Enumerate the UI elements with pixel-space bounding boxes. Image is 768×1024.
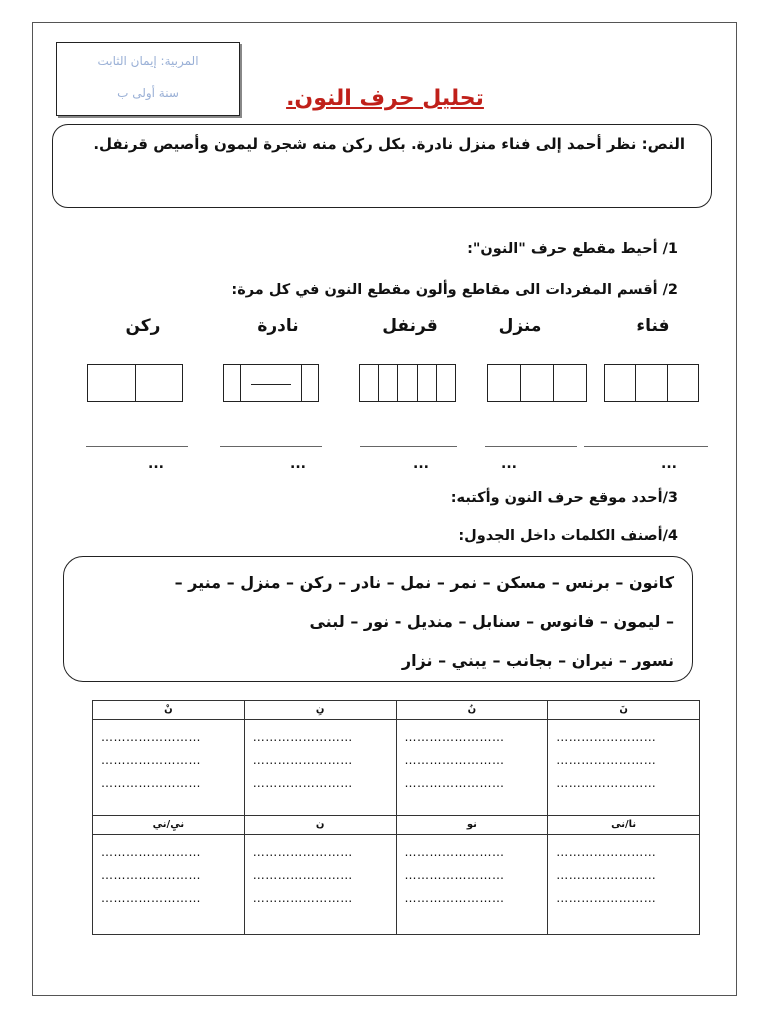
dots-fanaa: ...	[661, 456, 677, 472]
table-header: نو	[396, 816, 548, 835]
instruction-2: 2/ أقسم المفردات الى مقاطع وألون مقطع النون في كل مرة:	[231, 282, 678, 298]
instruction-3: 3/أحدد موقع حرف النون وأكتبه:	[450, 490, 678, 506]
worksheet-title: تحليل حرف النون.	[286, 86, 484, 111]
instruction-1: 1/ أحيط مقطع حرف "النون":	[467, 241, 678, 257]
syllable-box-manzil[interactable]	[487, 364, 587, 402]
classification-table	[92, 700, 700, 935]
table-cell[interactable]: …………………… …………………… ……………………	[396, 835, 548, 935]
dots-qaranful: ...	[413, 456, 429, 472]
answer-line-nadira[interactable]	[220, 446, 322, 447]
dots-manzil: ...	[501, 456, 517, 472]
table-cell[interactable]: …………………… …………………… ……………………	[244, 720, 396, 816]
word-bank-line-1: كانون – برنس – مسكن – نمر – نمل – نادر – ركن – منزل – منير –	[174, 573, 674, 592]
word-bank-line-2: – ليمون – فانوس – سنابل – منديل - نور – لبنى	[309, 612, 674, 631]
answer-line-qaranful[interactable]	[360, 446, 457, 447]
instruction-4: 4/أصنف الكلمات داخل الجدول:	[458, 528, 678, 544]
word-bank-box	[63, 556, 693, 682]
table-header: نيِ/ني	[93, 816, 245, 835]
syllable-box-qaranful[interactable]	[359, 364, 456, 402]
word-fanaa: فناء	[636, 316, 670, 336]
word-nadira: نادرة	[257, 316, 299, 336]
table-cell[interactable]: …………………… …………………… ……………………	[244, 835, 396, 935]
syllable-box-nadira[interactable]	[223, 364, 319, 402]
table-header: نْ	[93, 701, 245, 720]
passage-text: النص: نظر أحمد إلى فناء منزل نادرة. بكل ركن منه شجرة ليمون وأصيص قرنفل.	[93, 135, 685, 153]
table-header: نِ	[244, 701, 396, 720]
dots-nadira: ...	[290, 456, 306, 472]
table-header: نُ	[396, 701, 548, 720]
teacher-info-box	[56, 42, 240, 116]
table-cell[interactable]: …………………… …………………… ……………………	[548, 835, 700, 935]
table-cell[interactable]: …………………… …………………… ……………………	[93, 720, 245, 816]
table-header: ن	[244, 816, 396, 835]
syllable-box-fanaa[interactable]	[604, 364, 699, 402]
table-header: نا/نى	[548, 816, 700, 835]
word-qaranful: قرنفل	[382, 316, 438, 336]
word-bank-line-3: نسور – نيران – بجانب – يبني – نزار	[401, 651, 674, 670]
answer-line-fanaa[interactable]	[584, 446, 708, 447]
word-rukn: ركن	[125, 316, 161, 336]
word-manzil: منزل	[498, 316, 542, 336]
table-cell[interactable]: …………………… …………………… ……………………	[548, 720, 700, 816]
passage-box	[52, 124, 712, 208]
answer-line-manzil[interactable]	[485, 446, 577, 447]
table-header: نَ	[548, 701, 700, 720]
dots-rukn: ...	[148, 456, 164, 472]
teacher-name: المربية: إيمان الثابت	[97, 54, 199, 68]
class-name: سنة أولى ب	[117, 86, 179, 100]
syllable-box-rukn[interactable]	[87, 364, 183, 402]
answer-line-rukn[interactable]	[86, 446, 188, 447]
table-cell[interactable]: …………………… …………………… ……………………	[93, 835, 245, 935]
table-cell[interactable]: …………………… …………………… ……………………	[396, 720, 548, 816]
